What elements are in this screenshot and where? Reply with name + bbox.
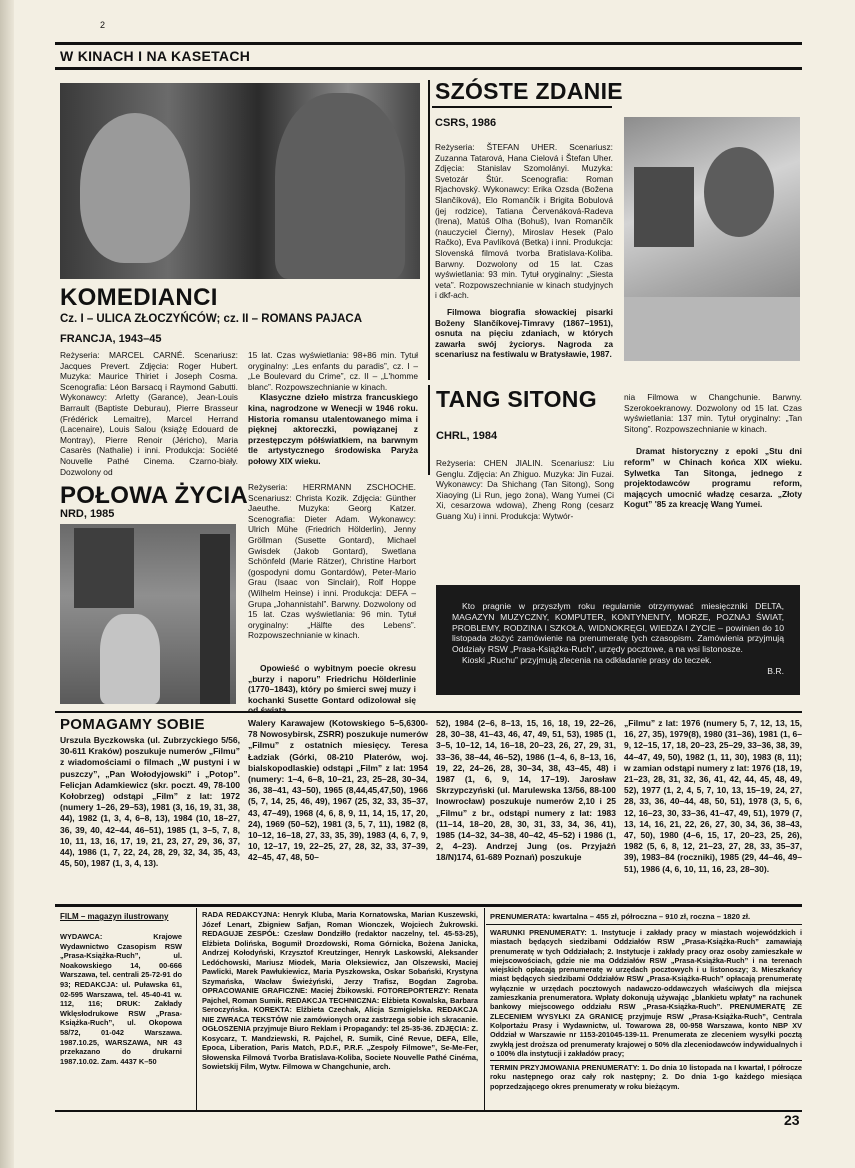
masthead-title: FILM – magazyn ilustrowany (60, 912, 169, 921)
szoste-country: CSRS, 1986 (435, 117, 497, 129)
polowa-title: POŁOWA ŻYCIA (60, 482, 249, 509)
page-number: 23 (784, 1112, 800, 1128)
pomagamy-col3: 52), 1984 (2–6, 8–13, 15, 16, 18, 19, 22–26, 28, 30–38, 41–43, 46, 47, 49, 51, 53), 1985 (1, 3–5, 10–12, 14, 16–18, 20–23, 26, 27, 29, 31, 33–36, 38–44, 46–52), 1986 (1–4, 6, 8–13, 16, 19, 22, 24–26, 28, 30–34, 38, 43–45, 48) i 1987 (1, 6, 9, 14, 17–19). Jarosław Skrzypczyński (ul. Marulewska 13/56, 88-100 Inowrocław) poszukuje numerów 2,10 i 25 „Filmu” z br., odstąpi numery z lat: 1983 (11–14, 18–20, 28, 30, 31, 33, 34, 36, 41), 1985 (14–32, 34–38, 40–42, 45–52) i 1986 (1, 2, 4–23). Andrzej Jung (os. Przyjaźń 18/N)174, 61-689 Poznań) poszukuje (436, 718, 616, 863)
komedianci-subtitle: Cz. I – ULICA ZŁOCZYŃCÓW; cz. II – ROMANS PAJACA (60, 313, 362, 325)
pomagamy-col1: Urszula Byczkowska (ul. Zubrzyckiego 5/56, 30-611 Kraków) poszukuje numerów „Filmu” z wiadomościami o filmach „W pustyni i w puszczy”, „Pan Wołodyjowski” i „Potop”. Felicjan Adamkiewicz (skr. poczt. 49, 78-100 Kołobrzeg) odstąpi „Film” z lat: 1972 (numery 1–26, 29–53), 1981 (3, 16, 19, 31, 38, 44), 1982 (1, 3, 4, 6–8, 13), 1984 (10, 18–27, 36, 39, 40, 42–44, 46–51), 1985 (1, 3–5, 7, 8, 10, 11, 13, 16, 17, 19, 21, 23, 27, 29, 36, 37, 44), 1986 (1, 7, 22, 24, 28, 29, 32, 34, 35, 43, 45, 50), 1987 (1, 3, 4, 13). (60, 735, 240, 869)
szoste-text (435, 142, 613, 360)
footer-prices-rule (486, 924, 802, 925)
subscription-promo (436, 585, 800, 695)
szoste-photo (624, 117, 800, 361)
subscription-conditions: WARUNKI PRENUMERATY: 1. Instytucje i zakłady pracy w miastach wojewódzkich i miastach będących siedzibami Oddziałów RSW „Prasa-Książka-Ruch” zamawiają prenumeratę w tych Oddziałach; 2. Instytucje i zakłady pracy oraz osoby zamieszkałe w miejscowościach, gdzie nie ma Oddziałów RSW „Prasa-Książka-Ruch” i na terenach wiejskich opłacają prenumeratę w urzędach pocztowych i u listonoszy; 3. Mieszkańcy miast będących siedzibami Oddziałów RSW „Prasa-Książka-Ruch” opłacają prenumeratę wyłącznie w urzędach pocztowych nadawczo-oddawczych właściwych dla miejsca zamieszkania prenumeratora. Wpłaty dokonują używając „blankietu wpłaty” na rachunek bankowy miejscowego oddziału RSW „Prasa-Książka-Ruch”. PRENUMERATĘ ZE ZLECENIEM WYSYŁKI ZA GRANICĘ przyjmuje RSW „Prasa-Książka-Ruch”, Centrala Kolportażu Prasy i Wydawnictw, ul. Towarowa 28, 00-958 Warszawa, konto NBP XV Oddział w Warszawie nr 1153-201045-139-11. Prenumerata ze zleceniem wysyłki pocztą zwykłą jest droższa od prenumeraty krajowej o 50% dla zleceniodawców indywidualnych i o 100% dla instytucji i zakładów pracy; (490, 928, 802, 1058)
promo-text-kiosks: Kioski „Ruchu” przyjmują zlecenia na odkładanie prasy do teczek. (462, 654, 712, 665)
header-rule-top (55, 42, 802, 45)
pomagamy-col2: Walery Karawajew (Kotowskiego 5–5,6300-78 Nowosybirsk, ZSRR) poszukuje numerów „Filmu” z ostatnich miesięcy. Teresa Ładziak (Górki, 08-210 Platerów, woj. bialskopodlaskie) odstąpi „Film” z lat: 1954 (numery: 1–4, 6–8, 10–21, 23, 25–28, 30–34, 36, 38–41, 43–50), 1965 (8,44,45,47,50), 1966 (5, 7, 14, 25, 46, 49), 1967 (25, 32, 33, 35–37, 43, 47–49), 1968 (4, 6, 8, 9, 11, 14, 15, 17, 20, 24), 1969 (50–52), 1981 (3, 5, 7, 11), 1982 (8, 10–12, 16–18, 27, 33, 35, 39), 1983 (4, 6, 7, 9, 10, 12–17, 19, 22–25, 27, 28, 32, 33, 37–39, 42–45, 47, 48, 50– (248, 718, 428, 863)
masthead-publisher: WYDAWCA: Krajowe Wydawnictwo Czasopism RSW „Prasa-Książka-Ruch”, ul. Noakowskiego 14, 00-666 Warszawa, tel. centrali 25-72-91 do 93; REDAKCJA: ul. Puławska 61, 02-595 Warszawa, tel. 45-40-41 w. 112, 116; DRUK: Zakłady Wklęsłodrukowe RSW „Prasa-Książka-Ruch”, ul. Okopowa 58/72, 01-042 Warszawa. 1987.10.25, WARSZAWA, NR 43 przekazano do drukarni 1987.10.02. Zam. 4437 K–50 (60, 932, 182, 1066)
promo-signature: B.R. (767, 665, 784, 676)
polowa-credits: Reżyseria: HERRMANN ZSCHOCHE. Scenariusz: Christa Kozik. Zdjęcia: Günther Jaeuthe. Muzyka: Georg Katzer. Scenografia: Dieter Adam. Wykonawcy: Ulrich Mühe (Friedrich Hölderlin), Jenny Gröllman (Susette Gontard), Michael Gwisdek (Jakob Gontard), Swetlana Schönfeld (Marie Rätzer), Christine Harbort (gospodyni domu Gontardów), Peter-Mario Grau (Isaac von Sinclair), Rolf Hoppe (Wilhelm Heinse) i inni. Produkcja: DEFA – Grupa „Johannistahl”. Barwny. Dozwolony od 15 lat. Czas wyświetlania: 96 min. Tytuł oryginalny: „Hälfte des Lebens”. Rozpowszechnianie w kinach. (248, 482, 416, 641)
komedianci-title: KOMEDIANCI (60, 284, 218, 311)
szoste-underline (432, 106, 612, 108)
komedianci-col2 (248, 350, 418, 467)
tang-col2 (624, 392, 802, 510)
tang-credits-cont: nia Filmowa w Changchunie. Barwny. Szerokoekranowy. Dozwolony od 15 lat. Czas wyświetlania: 137 min. Tytuł oryginalny: „Tan Sitong”. Rozpowszechnianie w kinach. (624, 392, 802, 434)
tang-credits: Reżyseria: CHEN JIALIN. Scenariusz: Liu Genglu. Zdjęcia: An Zhiguo. Muzyka: Jin Fuzai. Wykonawcy: Da Shichang (Tan Sitong), Song Xiaoying (Li Run, jego żona), Wang Yumei (Ci Xi, cesarzowa wdowa), Zheng Rong (cesarz Guang Xu) i inni. Produkcja: Wytwór- (436, 458, 614, 521)
szoste-credits: Reżyseria: ŠTEFAN UHER. Scenariusz: Zuzanna Tatarová, Hana Cielová i Štefan Uher. Zdjęcia: Stanislav Szomolányi. Muzyka: Svetozár Štúr. Scenografia: Roman Rjachovský. Wykonawcy: Erika Ozsda (Božena Slančíková), Elo Romančík i Brigita Bobulová (jej rodzice), Tatiana Červenáková-Radeva (Irena), Matúš Olha (Bohuš), Ivan Romančík (nauczyciel Čierny), Miroslav Hesek (Palo Račko), Eva Pavlíková (Betka) i inni. Produkcja: Slovenská filmová tvorba Bratislava-Koliba. Barwny. Dozwolony od 15 lat. Czas wyświetlania: 93 min. Tytuł oryginalny: „Siesta veta”. Rozpowszechnianie w kinach studyjnych i dkf-ach. (435, 142, 613, 301)
komedianci-description: Klasyczne dzieło mistrza francuskiego kina, nagrodzone w Wenecji w 1946 roku. Historia romansu utalentowanego mima i pięknej aktoreczki, powiązanej z przestępczym półświatkiem, na barwnym tle artystycznego środowiska Paryża połowy XIX wieku. (248, 392, 418, 466)
polowa-country: NRD, 1985 (60, 508, 115, 520)
komedianci-country: FRANCJA, 1943–45 (60, 333, 162, 345)
promo-text: Kto pragnie w przyszłym roku regularnie otrzymywać miesięczniki DELTA, MAGAZYN MUZYCZNY, KOMPUTER, KONTYNENTY, MORZE, POZNAJ ŚWIAT, PROBLEMY, RODZINA I SZKOŁA, WIDNOKRĘGI, WIEDZA I ŻYCIE – powinien do 10 listopada złożyć zamówienie na prenumeratę tych czasopism. Zamówienia przyjmują Oddziały RSW „Prasa-Książka-Ruch”, urzędy pocztowe, a na wsi listonosze. (452, 601, 784, 655)
pomagamy-rule-top (55, 711, 802, 713)
polowa-text (248, 482, 416, 716)
pomagamy-col4: „Filmu” z lat: 1976 (numery 5, 7, 12, 13, 15, 16, 27, 35), 1979(8), 1980 (31–36), 1981 (1, 6–9, 12–15, 17, 18, 20–23, 25–29, 33–36, 38, 39, 44–47, 49, 50), 1982 (1, 11, 30), 1983 (8, 11); w zamian odstąpi numery z lat: 1976 (18, 19, 21–23, 28, 31, 32, 36, 41, 42, 44, 45, 48, 49, 52), 1977 (1, 2, 4, 5, 7, 10, 13, 15–19, 24, 27, 28, 33, 36, 40–44, 48, 50, 51), 1978 (3, 5, 6, 12, 16–23, 30, 33–36, 41–47, 49, 51), 1979 (7, 13, 14, 16, 21, 22, 26, 27, 30, 34, 36, 38–43, 47, 50), 1980 (4–6, 15, 17, 20–23, 25, 26), 1982 (5, 6, 8, 12, 21–23, 27, 28, 33, 35–37, 39), 1983–84 (roczniki), 1985 (29, 44–46, 49–51), 1986 (4, 6, 10, 11, 16, 23, 28–30). (624, 718, 802, 874)
komedianci-credits: Reżyseria: MARCEL CARNÉ. Scenariusz: Jacques Prevert. Zdjęcia: Roger Hubert. Muzyka: Maurice Thiriet i Joseph Cosma. Scenografia: Léon Barsacq i Raymond Gabutti. Wykonawcy: Arletty (Garance), Jean-Louis Barrault (Baptiste Deburau), Pierre Brasseur (Frédérick Lemaitre), Marcel Herrand (Lacenaire), Louis Salou (książę Edouard de Montray), Pierre Renoir (Jéricho), Maria Casarès (Nathalie) i inni. Produkcja: Société Nouvelle Pathé Cinema. Czarno-biały. Dozwolony od (60, 350, 238, 477)
subscription-deadlines: TERMIN PRZYJMOWANIA PRENUMERATY: 1. Do dnia 10 listopada na I kwartał, I półrocze roku następnego oraz cały rok następny; 2. Do dnia 1-go każdego miesiąca poprzedzającego okres prenumeraty w roku bieżącym. (490, 1060, 802, 1091)
tang-rule-left (428, 385, 430, 475)
polowa-description: Opowieść o wybitnym poecie okresu „burzy i naporu” Friedrichu Hölderlinie (1770–1843), który po śmierci swej muzy i kochanki Susette Gontard odizolował się (248, 662, 416, 705)
subscription-prices: PRENUMERATA: kwartalna – 455 zł, półroczna – 910 zł, roczna – 1820 zł. (490, 912, 751, 921)
komedianci-credits-cont: 15 lat. Czas wyświetlania: 98+86 min. Tytuł oryginalny: „Les enfants du paradis”, cz. I – „Le Boulevard du Crime”, cz. II – „L'homme blanc”. Rozpowszechnianie w kinach. (248, 350, 418, 392)
subscription-terms (490, 928, 802, 1091)
masthead-editorial: RADA REDAKCYJNA: Henryk Kluba, Maria Kornatowska, Marian Kuszewski, Józef Lenart, Zbigniew Safjan, Roman Wionczek, Wojciech Żukrowski. REDAGUJE ZESPÓŁ: Czesław Dondziłło (redaktor naczelny, tel. 45-53-25), Elżbieta Dolińska, Bogumił Drozdowski, Roma Górnicka, Bożena Janicka, Andrzej Kołodyński, Krzysztof Kreutzinger, Henryk Laskowski, Aleksander Ledóchowski, Mariusz Miodek, Maria Oleksiewicz, Jan Olszewski, Maciej Pawlicki, Marek Pawłukiewicz, Maria Pyszkowska, Oskar Sobański, Krystyna Szymańska, Wacław Świeżyński, Jerzy Trafisz, Bogdan Zagroba. OPRACOWANIE GRAFICZNE: Maciej Żbikowski. FOTOREPORTERZY: Renata Pajchel, Roman Sumik. REDAKCJA TECHNICZNA: Elżbieta Kowalska, Barbara Seroczyńska. KOREKTA: Elżbieta Czechak, Alicja Szmigielska. REDAKCJA NIE ZWRACA TEKSTÓW nie zamówionych oraz zastrzega sobie ich skracanie. OGŁOSZENIA przyjmuje Biuro Reklam i Propagandy: tel 25-35-36. ZDJĘCIA: Z. Kosycarz, T. Mandziewski, R. Pajchel, R. Sumik, Ciné Revue, DEFA, Elle, Epoca, Liberation, Paris Match, P.D.F., P.R.F. „Zespoły Filmowe”, Se-Me-Fer, Słowenska Filmová Tvorba Bratislava-Koliba, Societe Nouvelle Pathé Cinéma, Sowietskij Film, Wytw. Filmowa w Changchunie, arch. (202, 910, 478, 1071)
footer-rule-bottom (55, 1110, 802, 1112)
header-rule-bottom (55, 67, 802, 70)
footer-divider-2 (484, 908, 485, 1110)
binding-spine (0, 0, 14, 1168)
footer-divider-1 (196, 908, 197, 1110)
tang-country: CHRL, 1984 (436, 430, 498, 442)
szoste-title: SZÓSTE ZDANIE (435, 78, 623, 104)
pomagamy-title: POMAGAMY SOBIE (60, 716, 205, 733)
tang-title: TANG SITONG (436, 386, 597, 412)
tang-description: Dramat historyczny z epoki „Stu dni reform” w Chinach końca XIX wieku. Sylwetka Tan Sitonga, jednego z projektodawców programu reform, mających umocnić władzę cesarza. „Złoty Kogut” '85 za kreację Wang Yumei. (624, 446, 802, 510)
section-title: W KINACH I NA KASETACH (60, 48, 251, 64)
footer-rule-top (55, 904, 802, 907)
szoste-description: Filmowa biografia słowackiej pisarki Boženy Slančíkovej-Timravy (1867–1951), osnuta na pięciu zdaniach, w których zawarła swój życiorys. Nagroda za scenariusz na festiwalu w Bratysławie, 1987. (435, 306, 613, 360)
polowa-photo (60, 524, 236, 704)
page-mark: 2 (100, 20, 106, 30)
szoste-rule-left (428, 80, 430, 380)
komedianci-photo (60, 83, 420, 279)
